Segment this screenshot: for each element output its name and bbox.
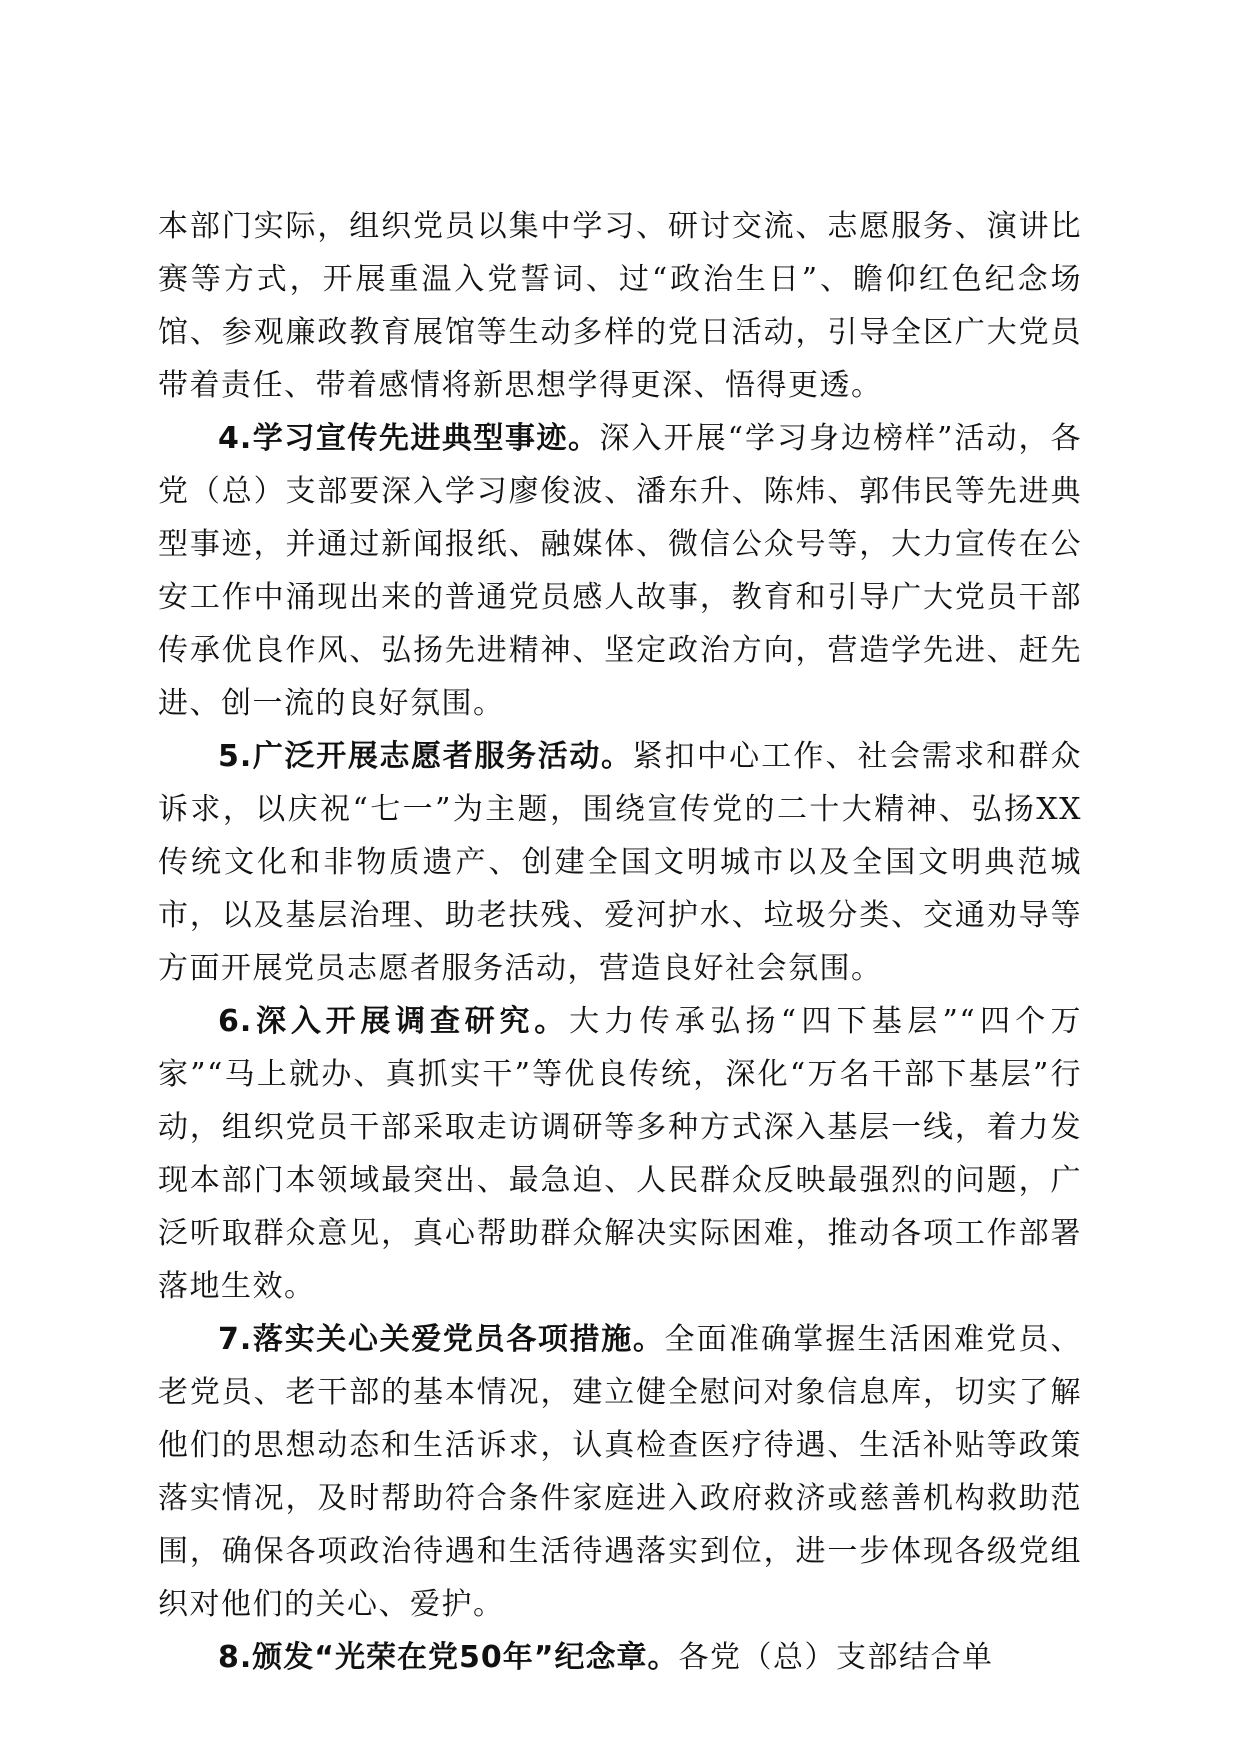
- paragraph-item-8: [158, 1631, 1082, 1684]
- paragraph-body: 本部门实际，组织党员以集中学习、研讨交流、志愿服务、演讲比赛等方式，开展重温入党誓词、过“政治生日”、瞻仰红色纪念场馆、参观廉政教育展馆等生动多样的党日活动，引导全区广大党员带着责任、带着感情将新思想学得更深、悟得更透。: [158, 209, 1082, 403]
- document-body: [158, 200, 1082, 1684]
- paragraph-item-5: [158, 730, 1082, 995]
- paragraph-body: 深入开展“学习身边榜样”活动，各党（总）支部要深入学习廖俊波、潘东升、陈炜、郭伟民等先进典型事迹，并通过新闻报纸、融媒体、微信公众号等，大力宣传在公安工作中涌现出来的普通党员感人故事，教育和引导广大党员干部传承优良作风、弘扬先进精神、坚定政治方向，营造学先进、赶先进、创一流的良好氛围。: [158, 421, 1082, 721]
- paragraph-body: 紧扣中心工作、社会需求和群众诉求，以庆祝“七一”为主题，围绕宣传党的二十大精神、弘扬XX传统文化和非物质遗产、创建全国文明城市以及全国文明典范城市，以及基层治理、助老扶残、爱河护水、垃圾分类、交通劝导等方面开展党员志愿者服务活动，营造良好社会氛围。: [158, 739, 1082, 986]
- paragraph-continuation: [158, 200, 1082, 412]
- paragraph-heading: 4.学习宣传先进典型事迹。: [218, 421, 600, 456]
- paragraph-heading: 6.深入开展调查研究。: [218, 1004, 570, 1039]
- paragraph-heading: 8.颁发“光荣在党50年”纪念章。: [218, 1640, 679, 1675]
- paragraph-heading: 5.广泛开展志愿者服务活动。: [218, 739, 633, 774]
- paragraph-item-6: [158, 995, 1082, 1313]
- paragraph-body: 各党（总）支部结合单: [678, 1640, 994, 1675]
- paragraph-body: 大力传承弘扬“四下基层”“四个万家”“马上就办、真抓实干”等优良传统，深化“万名干部下基层”行动，组织党员干部采取走访调研等多种方式深入基层一线，着力发现本部门本领域最突出、最急迫、人民群众反映最强烈的问题，广泛听取群众意见，真心帮助群众解决实际困难，推动各项工作部署落地生效。: [158, 1004, 1082, 1304]
- paragraph-heading: 7.落实关心关爱党员各项措施。: [218, 1322, 665, 1357]
- paragraph-item-7: [158, 1313, 1082, 1631]
- paragraph-body: 全面准确掌握生活困难党员、老党员、老干部的基本情况，建立健全慰问对象信息库，切实了解他们的思想动态和生活诉求，认真检查医疗待遇、生活补贴等政策落实情况，及时帮助符合条件家庭进入政府救济或慈善机构救助范围，确保各项政治待遇和生活待遇落实到位，进一步体现各级党组织对他们的关心、爱护。: [158, 1322, 1082, 1622]
- paragraph-item-4: [158, 412, 1082, 730]
